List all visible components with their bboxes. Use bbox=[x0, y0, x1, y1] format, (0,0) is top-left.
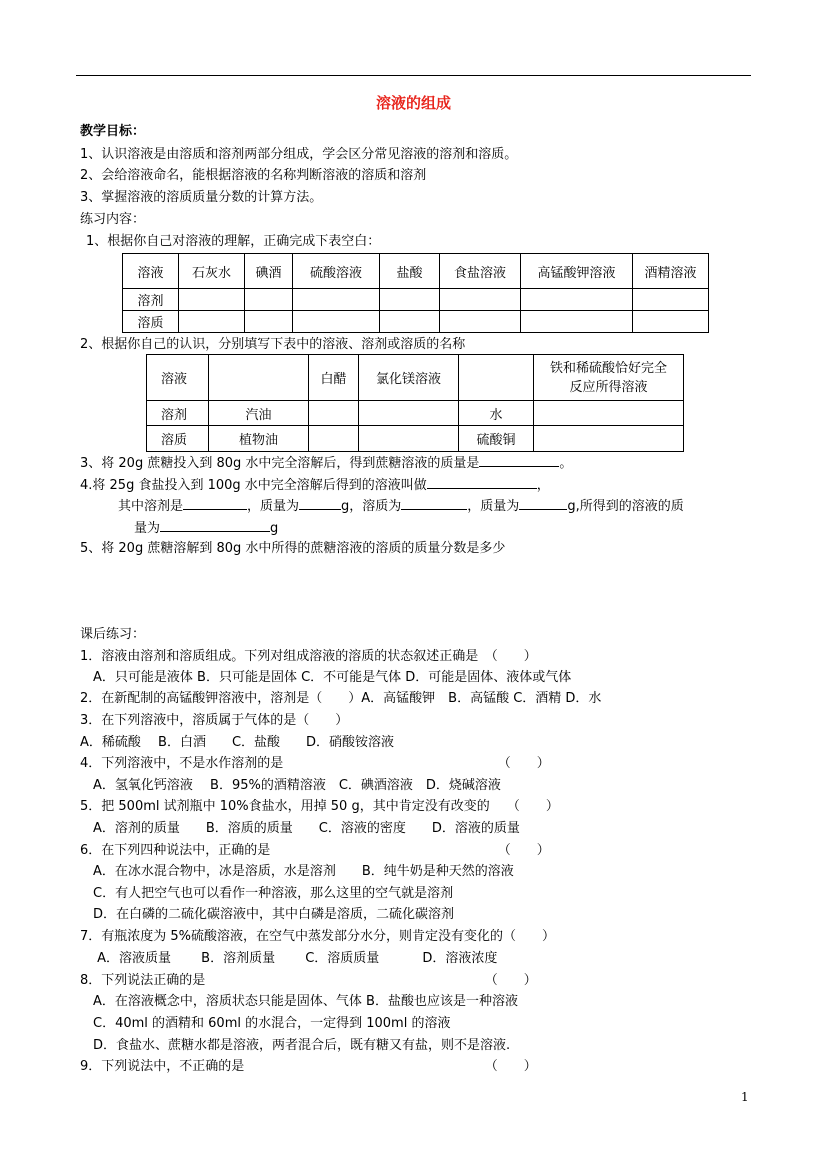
exercise-line: C．40ml 的酒精和 60ml 的水混合，一定得到 100ml 的溶液 bbox=[80, 1016, 451, 1031]
table-cell[interactable] bbox=[179, 289, 245, 311]
q4-mass-label-2: ，质量为 bbox=[467, 499, 520, 514]
exercise-line: A．只可能是液体 B．只可能是固体 C．不可能是气体 D．可能是固体、液体或气体 bbox=[80, 670, 572, 685]
q4-unit: g bbox=[270, 521, 279, 536]
exercise-line: A．氢氧化钙溶液 B．95%的酒精溶液 C．碘酒溶液 D．烧碱溶液 bbox=[80, 778, 501, 793]
table-cell: 硫酸溶液 bbox=[293, 254, 380, 289]
table-cell: 氯化镁溶液 bbox=[359, 355, 459, 401]
table-cell: 高锰酸钾溶液 bbox=[521, 254, 633, 289]
page-number: 1 bbox=[741, 1090, 749, 1104]
exercise-line: 4．下列溶液中，不是水作溶剂的是 （ ） bbox=[80, 756, 550, 771]
table-cell[interactable] bbox=[359, 401, 459, 426]
table-cell[interactable] bbox=[534, 426, 684, 452]
objective-3: 3、掌握溶液的溶质质量分数的计算方法。 bbox=[80, 190, 323, 205]
exercise-line: A．溶液质量 B．溶剂质量 C．溶质质量 D．溶液浓度 bbox=[80, 951, 498, 966]
table-1 bbox=[122, 253, 709, 333]
exercise-line: 2．在新配制的高锰酸钾溶液中，溶剂是（ ）A．高锰酸钾 B．高锰酸 C．酒精 D．水 bbox=[80, 691, 602, 706]
answer-blank[interactable] bbox=[160, 518, 270, 532]
question-4-text: 4.将 25g 食盐投入到 100g 水中完全溶解后得到的溶液叫做 bbox=[80, 478, 427, 493]
exercise-line: 1．溶液由溶剂和溶质组成。下列对组成溶液的溶质的状态叙述正确是 （ ） bbox=[80, 649, 537, 664]
question-4-line-1 bbox=[80, 475, 550, 495]
table-cell: 食盐溶液 bbox=[440, 254, 521, 289]
question-3-end: 。 bbox=[559, 456, 573, 471]
exercise-line: A．稀硫酸 B．白酒 C．盐酸 D．硝酸铵溶液 bbox=[80, 735, 395, 750]
question-4-punct: ， bbox=[536, 478, 550, 493]
table-cell: 硫酸铜 bbox=[459, 426, 534, 452]
question-1: 1、根据你自己对溶液的理解，正确完成下表空白： bbox=[86, 234, 381, 249]
table-cell: 溶剂 bbox=[147, 401, 209, 426]
table-cell[interactable] bbox=[245, 311, 293, 333]
exercise-line: A．溶剂的质量 B．溶质的质量 C．溶液的密度 D．溶液的质量 bbox=[80, 821, 520, 836]
exercise-line: D．食盐水、蔗糖水都是溶液，两者混合后，既有糖又有盐，则不是溶液. bbox=[80, 1038, 511, 1053]
table-cell[interactable] bbox=[209, 355, 309, 401]
document-title: 溶液的组成 bbox=[375, 94, 451, 112]
table-cell: 石灰水 bbox=[179, 254, 245, 289]
table-cell: 溶液 bbox=[123, 254, 179, 289]
table-cell[interactable] bbox=[633, 311, 709, 333]
answer-blank[interactable] bbox=[299, 496, 341, 510]
table-cell[interactable] bbox=[380, 311, 440, 333]
table-cell[interactable] bbox=[440, 311, 521, 333]
exercise-line: 5．把 500ml 试剂瓶中 10%食盐水，用掉 50 g，其中肯定没有改变的 （ ） bbox=[80, 799, 559, 814]
exercise-line: A．在冰水混合物中，冰是溶质，水是溶剂 B．纯牛奶是种天然的溶液 bbox=[80, 864, 514, 879]
table-cell: 溶液 bbox=[147, 355, 209, 401]
objective-1: 1、认识溶液是由溶质和溶剂两部分组成，学会区分常见溶液的溶剂和溶质。 bbox=[80, 147, 518, 162]
table-cell[interactable] bbox=[293, 289, 380, 311]
exercise-line: C．有人把空气也可以看作一种溶液，那么这里的空气就是溶剂 bbox=[80, 886, 454, 901]
question-3-text: 3、将 20g 蔗糖投入到 80g 水中完全溶解后，得到蔗糖溶液的质量是 bbox=[80, 456, 480, 471]
question-4-line-3 bbox=[134, 518, 278, 538]
objectives-heading: 教学目标： bbox=[80, 124, 146, 139]
table-cell[interactable] bbox=[179, 311, 245, 333]
table-cell: 溶质 bbox=[123, 311, 179, 333]
q4-tail: g,所得到的溶液的质 bbox=[567, 499, 684, 514]
table-cell[interactable] bbox=[380, 289, 440, 311]
table-cell[interactable] bbox=[245, 289, 293, 311]
table-cell[interactable] bbox=[359, 426, 459, 452]
table-cell-line: 反应所得溶液 bbox=[569, 379, 648, 395]
table-cell-line: 铁和稀硫酸恰好完全 bbox=[549, 360, 667, 376]
exercise-line: A．在溶液概念中，溶质状态只能是固体、气体 B．盐酸也应该是一种溶液 bbox=[80, 994, 518, 1009]
table-cell[interactable] bbox=[440, 289, 521, 311]
table-cell[interactable] bbox=[309, 426, 359, 452]
header-rule bbox=[76, 75, 751, 76]
answer-blank[interactable] bbox=[479, 453, 559, 467]
practice-heading: 练习内容： bbox=[80, 212, 146, 227]
table-cell: 溶剂 bbox=[123, 289, 179, 311]
q4-solvent-label: 其中溶剂是 bbox=[118, 499, 184, 514]
answer-blank[interactable] bbox=[427, 475, 537, 489]
answer-blank[interactable] bbox=[519, 496, 567, 510]
exercise-line: D．在白磷的二硫化碳溶液中，其中白磷是溶质，二硫化碳溶剂 bbox=[80, 907, 455, 922]
table-cell[interactable] bbox=[633, 289, 709, 311]
exercise-line: 9．下列说法中，不正确的是 （ ） bbox=[80, 1059, 537, 1074]
table-2 bbox=[146, 354, 684, 452]
question-2: 2、根据你自己的认识，分别填写下表中的溶液、溶剂或溶质的名称 bbox=[80, 337, 466, 352]
table-cell: 汽油 bbox=[209, 401, 309, 426]
question-4-line-2 bbox=[118, 496, 684, 516]
exercise-line: 6．在下列四种说法中，正确的是 （ ） bbox=[80, 843, 550, 858]
objective-2: 2、会给溶液命名，能根据溶液的名称判断溶液的溶质和溶剂 bbox=[80, 168, 427, 183]
table-cell[interactable] bbox=[521, 289, 633, 311]
question-3 bbox=[80, 453, 572, 473]
table-cell: 水 bbox=[459, 401, 534, 426]
table-cell: 酒精溶液 bbox=[633, 254, 709, 289]
after-class-heading: 课后练习： bbox=[80, 627, 146, 642]
question-5: 5、将 20g 蔗糖溶解到 80g 水中所得的蔗糖溶液的溶质的质量分数是多少 bbox=[80, 541, 506, 556]
q4-solution-mass-label: 量为 bbox=[134, 521, 161, 536]
q4-mass-label: ，质量为 bbox=[247, 499, 300, 514]
table-cell[interactable] bbox=[534, 401, 684, 426]
table-cell: 碘酒 bbox=[245, 254, 293, 289]
exercise-line: 8．下列说法正确的是 （ ） bbox=[80, 973, 537, 988]
table-cell: 盐酸 bbox=[380, 254, 440, 289]
q4-solute-label: g，溶质为 bbox=[341, 499, 402, 514]
table-cell: 植物油 bbox=[209, 426, 309, 452]
answer-blank[interactable] bbox=[401, 496, 467, 510]
table-cell[interactable] bbox=[293, 311, 380, 333]
table-cell bbox=[534, 355, 684, 401]
table-cell[interactable] bbox=[459, 355, 534, 401]
table-cell[interactable] bbox=[309, 401, 359, 426]
table-cell: 溶质 bbox=[147, 426, 209, 452]
answer-blank[interactable] bbox=[183, 496, 247, 510]
table-cell[interactable] bbox=[521, 311, 633, 333]
exercise-line: 3．在下列溶液中，溶质属于气体的是（ ） bbox=[80, 713, 349, 728]
table-cell: 白醋 bbox=[309, 355, 359, 401]
exercise-line: 7．有瓶浓度为 5%硫酸溶液，在空气中蒸发部分水分，则肯定没有变化的（ ） bbox=[80, 929, 556, 944]
